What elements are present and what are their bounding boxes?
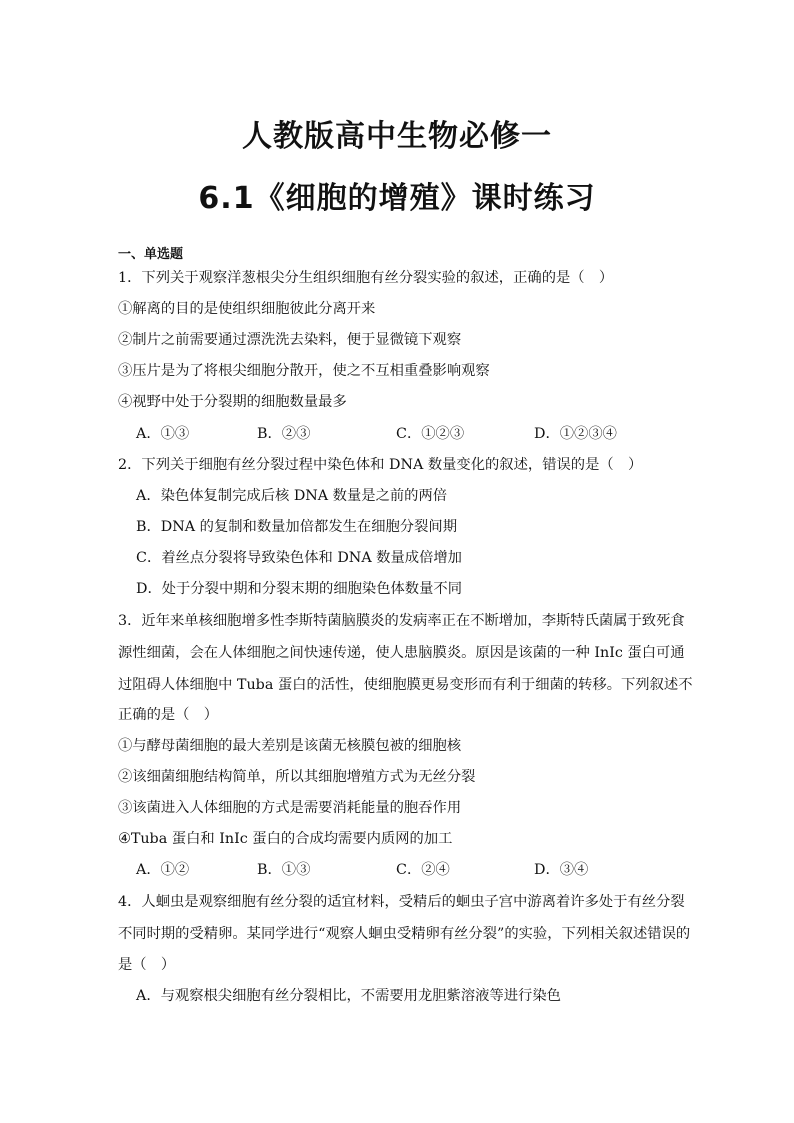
option-c: C．①②③ (396, 426, 465, 442)
question-2-option-a: A．染色体复制完成后核 DNA 数量是之前的两倍 (136, 488, 448, 504)
question-1-stem: 1．下列关于观察洋葱根尖分生组织细胞有丝分裂实验的叙述，正确的是（ ） (118, 270, 614, 286)
question-2-option-c: C．着丝点分裂将导致染色体和 DNA 数量成倍增加 (136, 550, 462, 566)
question-3-stem-line: 过阻碍人体细胞中 Tuba 蛋白的活性，使细胞膜更易变形而有利于细菌的转移。下列叙述不 (118, 677, 693, 693)
question-3-item: ④Tuba 蛋白和 InIc 蛋白的合成均需要内质网的加工 (118, 831, 453, 847)
question-1-item: ②制片之前需要通过漂洗洗去染料，便于显微镜下观察 (118, 332, 462, 348)
option-a: A．①③ (136, 426, 190, 442)
question-1-item: ①解离的目的是使组织细胞彼此分离开来 (118, 301, 376, 317)
question-2-stem: 2．下列关于细胞有丝分裂过程中染色体和 DNA 数量变化的叙述，错误的是（ ） (118, 457, 643, 473)
question-3-stem-line: 3．近年来单核细胞增多性李斯特菌脑膜炎的发病率正在不断增加，李斯特氏菌属于致死食 (118, 613, 685, 629)
section-heading: 一、单选题 (118, 247, 184, 262)
option-b: B．②③ (257, 426, 311, 442)
question-4-stem-line: 是（ ） (118, 957, 176, 973)
question-3-item: ②该细菌细胞结构简单，所以其细胞增殖方式为无丝分裂 (118, 769, 476, 785)
question-3-stem-line: 正确的是（ ） (118, 707, 219, 723)
question-4-stem-line: 4．人蛔虫是观察细胞有丝分裂的适宜材料，受精后的蛔虫子宫中游离着许多处于有丝分裂 (118, 894, 685, 910)
document-subtitle: 6.1《细胞的增殖》课时练习 (198, 181, 596, 216)
option-b: B．①③ (257, 862, 311, 878)
option-a: A．①② (136, 862, 190, 878)
question-1-item: ④视野中处于分裂期的细胞数量最多 (118, 394, 347, 410)
question-2-option-b: B．DNA 的复制和数量加倍都发生在细胞分裂间期 (136, 519, 457, 535)
option-d: D．③④ (534, 862, 589, 878)
question-1-item: ③压片是为了将根尖细胞分散开，使之不互相重叠影响观察 (118, 363, 490, 379)
question-2-option-d: D．处于分裂中期和分裂末期的细胞染色体数量不同 (136, 581, 462, 597)
document-title: 人教版高中生物必修一 (242, 119, 552, 154)
question-4-stem-line: 不同时期的受精卵。某同学进行“观察人蛔虫受精卵有丝分裂”的实验，下列相关叙述错误的 (118, 926, 691, 942)
question-4-option-a: A．与观察根尖细胞有丝分裂相比，不需要用龙胆紫溶液等进行染色 (136, 988, 561, 1004)
question-3-item: ①与酵母菌细胞的最大差别是该菌无核膜包被的细胞核 (118, 738, 462, 754)
option-c: C．②④ (396, 862, 450, 878)
question-3-item: ③该菌进入人体细胞的方式是需要消耗能量的胞吞作用 (118, 800, 462, 816)
question-3-stem-line: 源性细菌，会在人体细胞之间快速传递，使人患脑膜炎。原因是该菌的一种 InIc 蛋白可通 (118, 645, 685, 661)
option-d: D．①②③④ (534, 426, 617, 442)
